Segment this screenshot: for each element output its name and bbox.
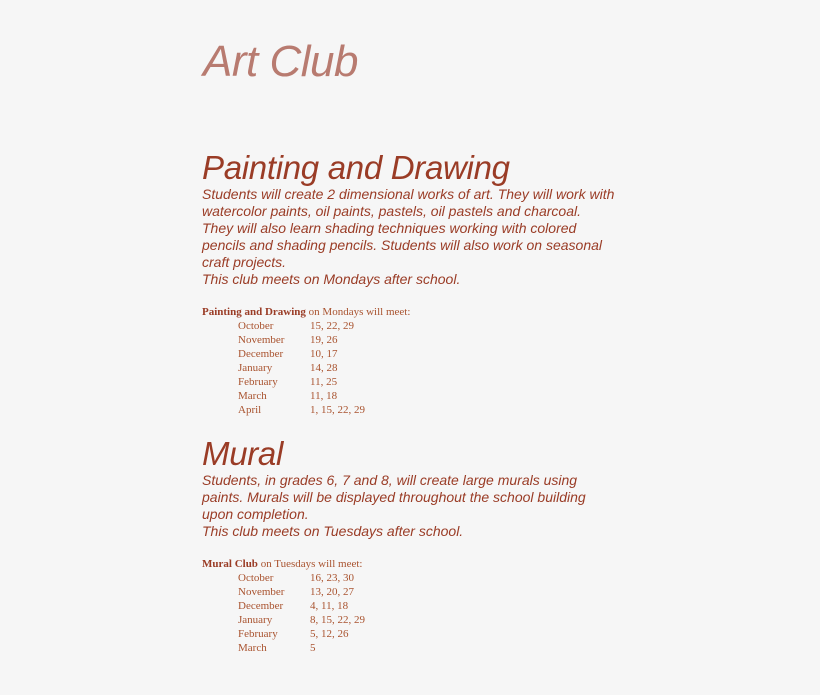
schedule-row <box>202 389 642 403</box>
section-description <box>202 186 642 288</box>
description-line: They will also learn shading techniques working with colored <box>202 220 577 236</box>
schedule-dates: 16, 23, 30 <box>310 572 354 584</box>
schedule-dates: 13, 20, 27 <box>310 586 354 598</box>
schedule-club-name: Mural Club <box>202 558 258 570</box>
schedule-month: December <box>238 348 284 360</box>
schedule-row <box>202 627 642 641</box>
schedule-month: January <box>238 614 273 626</box>
schedule-dates: 11, 25 <box>310 376 338 388</box>
description-line: craft projects. <box>202 254 287 270</box>
schedule-month: March <box>238 390 267 402</box>
schedule-row <box>202 347 642 361</box>
schedule-dates: 1, 15, 22, 29 <box>310 404 365 416</box>
meeting-schedule <box>202 305 642 417</box>
description-line: pencils and shading pencils. Students will also work on seasonal <box>202 237 603 253</box>
page-title: Art Club <box>203 37 358 86</box>
schedule-intro-text: on Mondays will meet: <box>305 306 411 318</box>
schedule-intro-text: on Tuesdays will meet: <box>257 558 363 570</box>
section-mural <box>202 434 642 655</box>
description-line: upon completion. <box>202 506 309 522</box>
schedule-dates: 15, 22, 29 <box>310 320 354 332</box>
section-description <box>202 472 642 540</box>
schedule-dates: 8, 15, 22, 29 <box>310 614 365 626</box>
schedule-month: February <box>238 376 278 388</box>
schedule-dates: 11, 18 <box>310 390 338 402</box>
schedule-month: February <box>238 628 278 640</box>
schedule-dates: 4, 11, 18 <box>310 600 349 612</box>
schedule-row <box>202 613 642 627</box>
schedule-month: March <box>238 642 267 654</box>
schedule-dates: 5 <box>310 642 316 654</box>
meeting-schedule <box>202 557 642 655</box>
description-line: watercolor paints, oil paints, pastels, oil pastels and charcoal. <box>202 203 581 219</box>
schedule-row <box>202 319 642 333</box>
schedule-intro <box>202 305 642 319</box>
description-line: Students, in grades 6, 7 and 8, will create large murals using <box>202 472 578 488</box>
schedule-intro <box>202 557 642 571</box>
section-painting-and-drawing <box>202 148 642 417</box>
schedule-month: November <box>238 586 285 598</box>
schedule-month: April <box>238 404 262 416</box>
schedule-row <box>202 333 642 347</box>
schedule-row <box>202 571 642 585</box>
section-heading: Mural <box>202 435 284 472</box>
description-line: Students will create 2 dimensional works of art. They will work with <box>202 186 615 202</box>
section-heading: Painting and Drawing <box>202 149 510 186</box>
description-line: paints. Murals will be displayed throughout the school building <box>202 489 586 505</box>
schedule-month: November <box>238 334 285 346</box>
schedule-row <box>202 641 642 655</box>
schedule-row <box>202 599 642 613</box>
schedule-month: October <box>238 320 274 332</box>
schedule-dates: 19, 26 <box>310 334 338 346</box>
schedule-month: December <box>238 600 284 612</box>
description-line: This club meets on Tuesdays after school. <box>202 523 464 539</box>
schedule-club-name: Painting and Drawing <box>202 306 306 318</box>
schedule-dates: 10, 17 <box>310 348 338 360</box>
schedule-month: October <box>238 572 274 584</box>
schedule-row <box>202 375 642 389</box>
schedule-dates: 14, 28 <box>310 362 338 374</box>
schedule-row <box>202 361 642 375</box>
description-line: This club meets on Mondays after school. <box>202 271 461 287</box>
schedule-month: January <box>238 362 273 374</box>
schedule-row <box>202 585 642 599</box>
schedule-dates: 5, 12, 26 <box>310 628 349 640</box>
schedule-row <box>202 403 642 417</box>
